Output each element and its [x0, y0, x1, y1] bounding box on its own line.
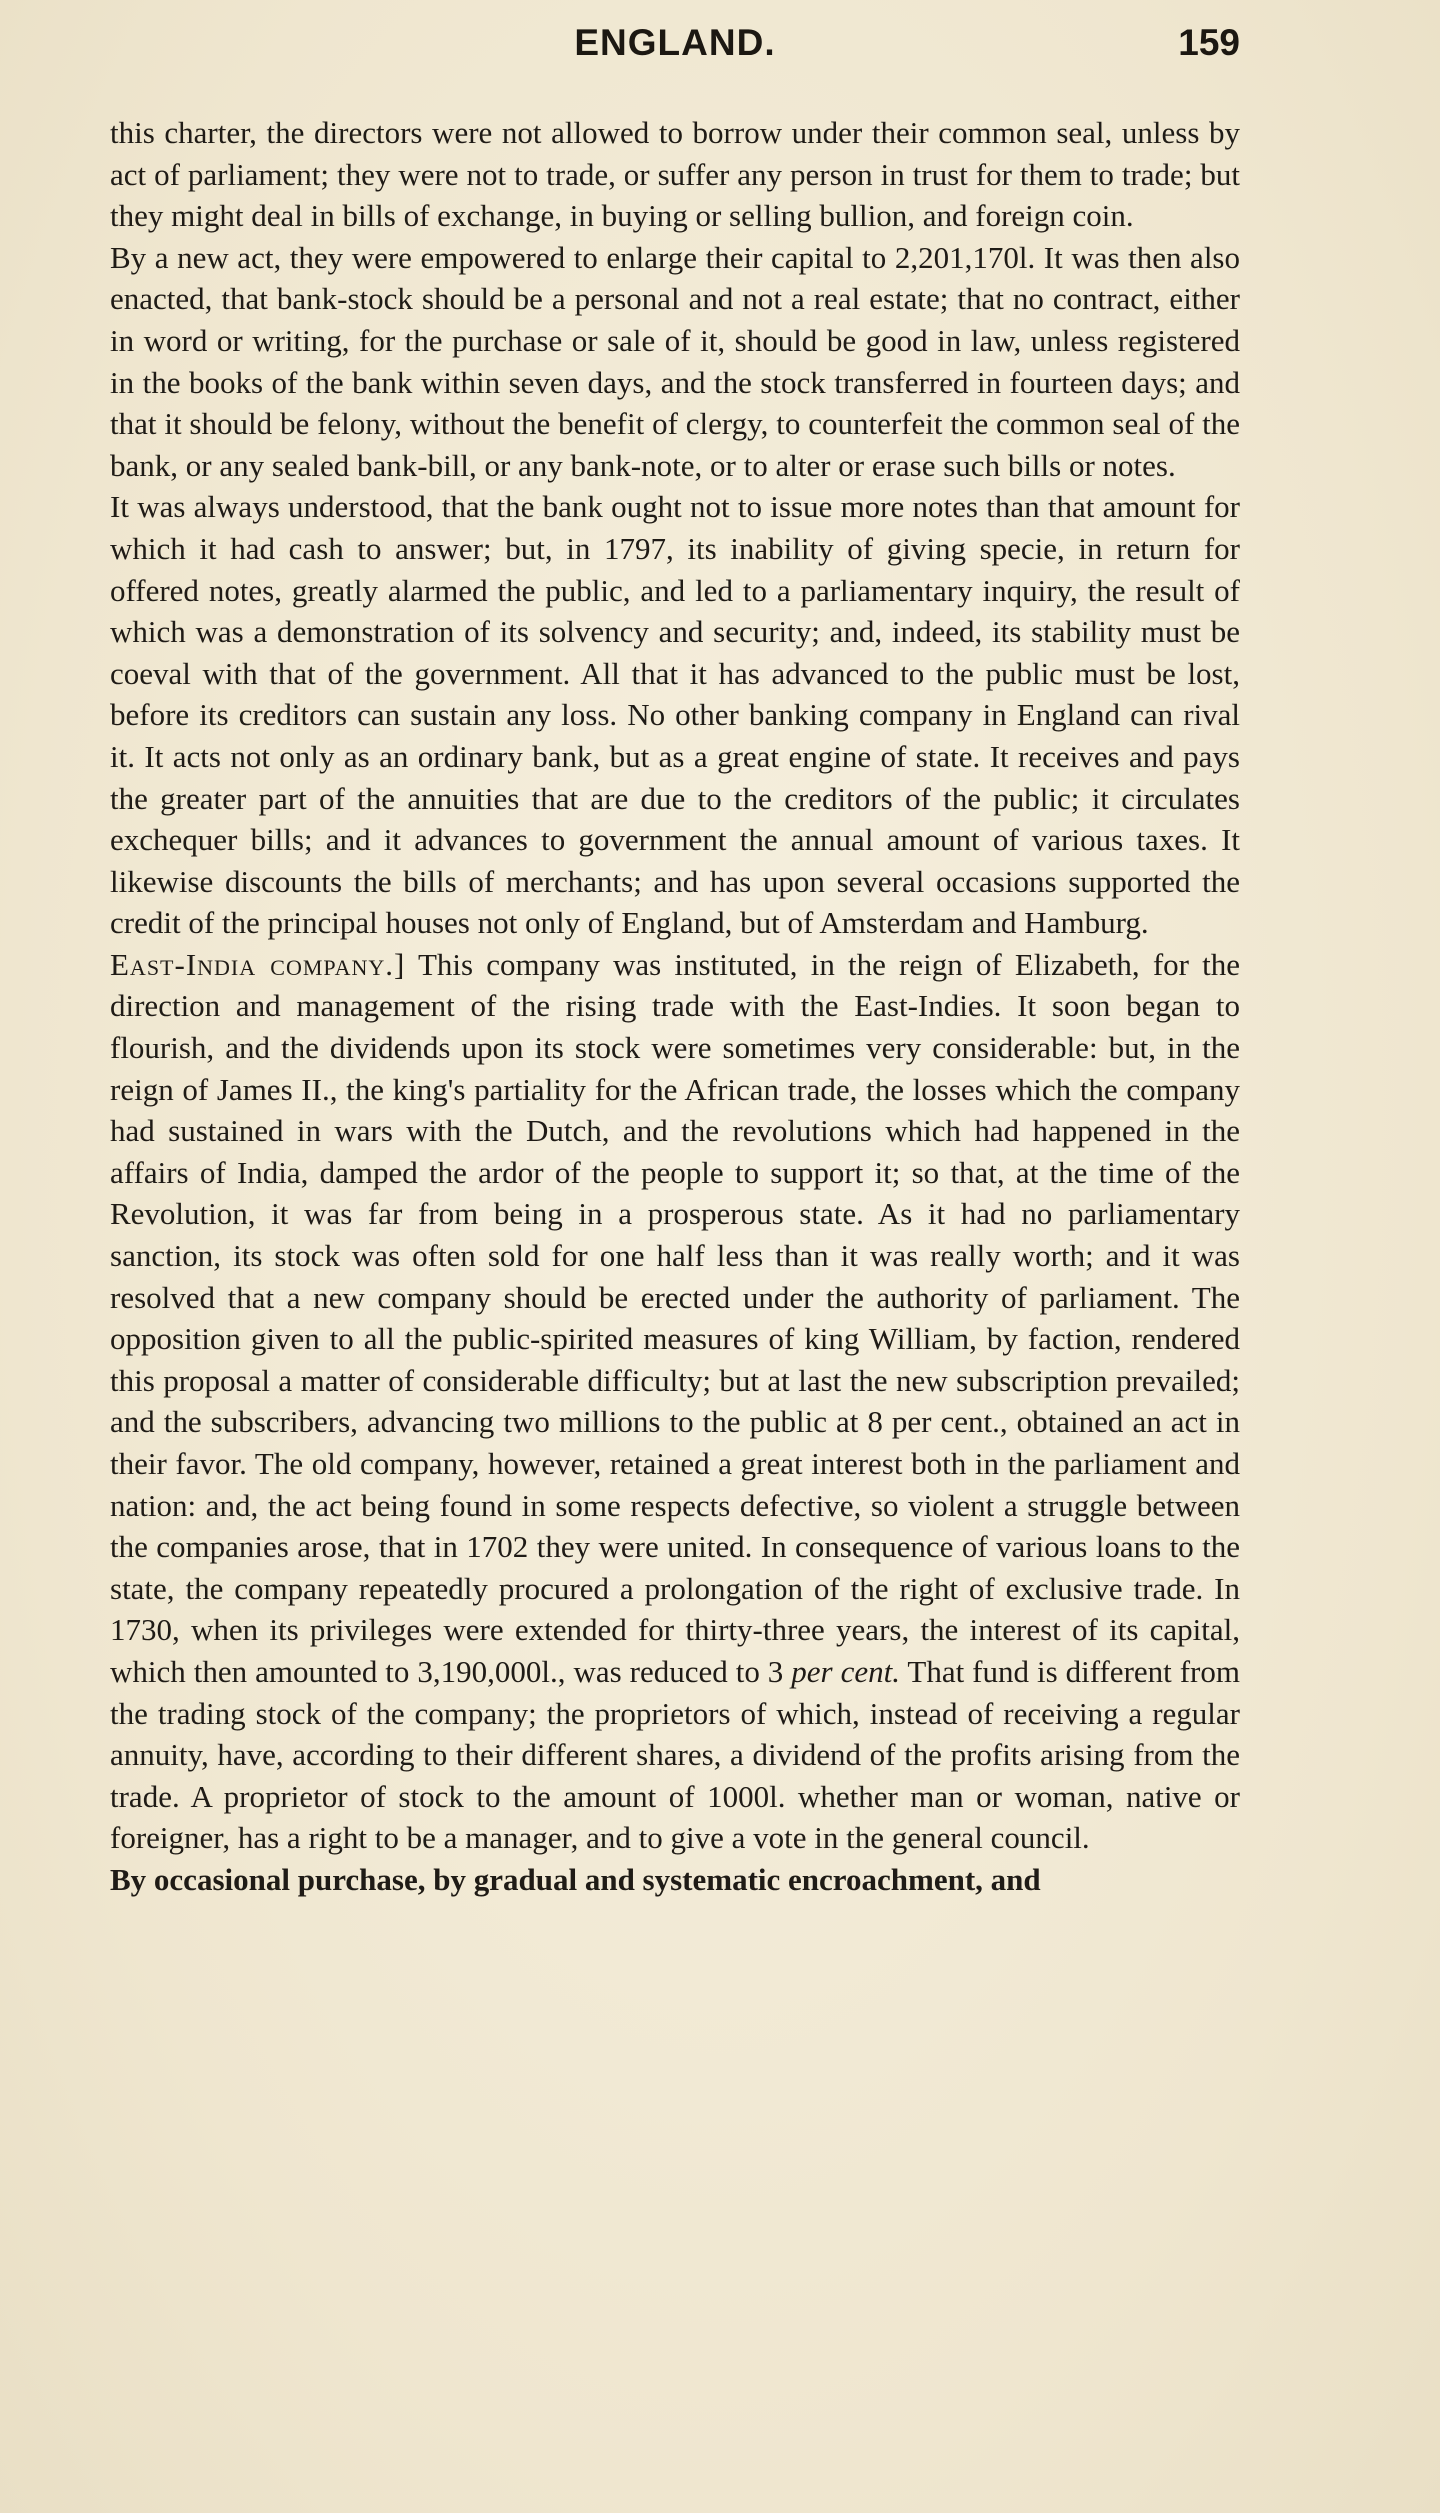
paragraph-bank-notes: It was always understood, that the bank ought not to issue more notes than that amount for which it had cash to answer; but, in 1797, its inability of giving specie, in return for offered notes, greatly alarmed the public, and led to a parliamentary inquiry, the result of which was a demonstration of its solvency and security; and, indeed, its stability must be coeval with that of the government. All that it has advanced to the public must be lost, before its creditors can sustain any loss. No other banking company in England can rival it. It acts not only as an ordinary bank, but as a great engine of state. It receives and pays the greater part of the annuities that are due to the creditors of the public; it circulates exchequer bills; and it advances to government the annual amount of various taxes. It likewise discounts the bills of merchants; and has upon several occasions supported the credit of the principal houses not only of England, but of Amsterdam and Hamburg. [110, 489, 1240, 941]
page-number: 159 [1178, 22, 1240, 63]
paragraph-charter: this charter, the directors were not allowed to borrow under their common seal, unless by act of parliament; they were not to trade, or suffer any person in trust for them to trade; but they might deal in bills of exchange, in buying or selling bullion, and foreign coin. [110, 115, 1240, 234]
body-text [110, 112, 1240, 1901]
italic-phrase: per cent. [791, 1653, 900, 1689]
running-head [110, 22, 1240, 72]
paragraph-east-india [110, 944, 1240, 1859]
paragraph-east-india-text: This company was instituted, in the reign of Elizabeth, for the direction and management of the rising trade with the East-Indies. It soon began to flourish, and the dividends upon its stock were sometimes very considerable: but, in the reign of James II., the king's partiality for the African trade, the losses which the company had sustained in wars with the Dutch, and the revolutions which had happened in the affairs of India, damped the ardor of the people to support it; so that, at the time of the Revolution, it was far from being in a prosperous state. As it had no parliamentary sanction, its stock was often sold for one half less than it was really worth; and it was resolved that a new company should be erected under the authority of parliament. The opposition given to all the public-spirited measures of king William, by faction, rendered this proposal a matter of considerable difficulty; but at last the new subscription prevailed; and the subscribers, advancing two millions to the public at 8 per cent., obtained an act in their favor. The old company, however, retained a great interest both in the parliament and nation: and, the act being found in some respects defective, so violent a struggle between the companies arose, that in 1702 they were united. In consequence of various loans to the state, the company repeatedly procured a prolongation of the right of exclusive trade. In 1730, when its privileges were extended for thirty-three years, the interest of its capital, which then amounted to 3,190,000l., was reduced to 3 [110, 946, 1240, 1689]
paragraph-new-act: By a new act, they were empowered to enlarge their capital to 2,201,170l. It was then also enacted, that bank-stock should be a personal and not a real estate; that no contract, either in word or writing, for the purchase or sale of it, should be good in law, unless registered in the books of the bank within seven days, and the stock transferred in fourteen days; and that it should be felony, without the benefit of clergy, to counterfeit the common seal of the bank, or any sealed bank-bill, or any bank-note, or to alter or erase such bills or notes. [110, 239, 1240, 483]
paragraph-east-india-text-after: That fund is different from the trading stock of the company; the proprietors of which, instead of receiving a regular annuity, have, according to their different shares, a dividend of the profits arising from the trade. A proprietor of stock to the amount of 1000l. whether man or woman, native or foreigner, has a right to be a manager, and to give a vote in the general council. [110, 1653, 1240, 1856]
paragraph-final-line: By occasional purchase, by gradual and systematic encroachment, and [110, 1861, 1041, 1897]
section-heading: East-India company.] [110, 946, 406, 982]
page-title: ENGLAND. [574, 22, 776, 63]
